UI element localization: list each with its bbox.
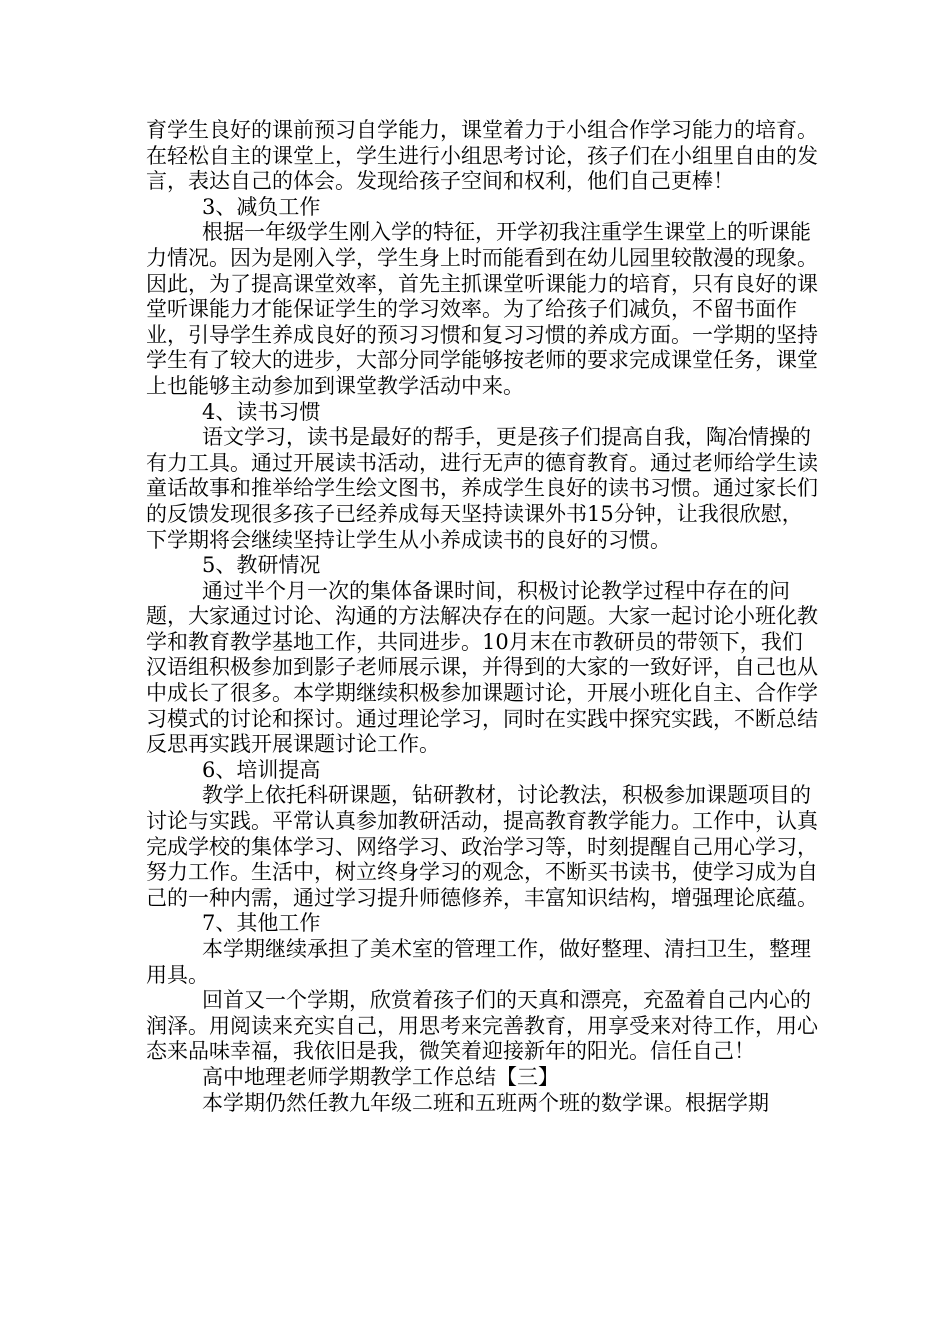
body-paragraph: 根据一年级学生刚入学的特征，开学初我注重学生课堂上的听课能力情况。因为是刚入学，学生身上时而能看到在幼儿园里较散漫的现象。因此，为了提高课堂效率，首先主抓课堂听课能力的培育，只有良好的课堂听课能力才能保证学生的学习效率。为了给孩子们减负，不留书面作业，引导学生养成良好的预习习惯和复习习惯的养成方面。一学期的坚持学生有了较大的进步，大部分同学能够按老师的要求完成课堂任务，课堂上也能够主动参加到课堂教学活动中来。: [146, 220, 818, 398]
section-heading: 5、教研情况: [202, 553, 321, 578]
document-page: [146, 118, 818, 1116]
section-heading: 7、其他工作: [202, 911, 321, 936]
body-paragraph: 本学期仍然任教九年级二班和五班两个班的数学课。根据学期: [202, 1090, 769, 1115]
section-heading: 4、读书习惯: [202, 399, 321, 424]
body-paragraph: 通过半个月一次的集体备课时间，积极讨论教学过程中存在的问题，大家通过讨论、沟通的方法解决存在的问题。大家一起讨论小班化教学和教育教学基地工作，共同进步。10月末在市教研员的带领下，我们汉语组积极参加到影子老师展示课，并得到的大家的一致好评，自己也从中成长了很多。本学期继续积极参加课题讨论，开展小班化自主、合作学习模式的讨论和探讨。通过理论学习，同时在实践中探究实践，不断总结反思再实践开展课题讨论工作。: [146, 578, 818, 757]
section-heading: 6、培训提高: [202, 757, 321, 782]
article-title: 高中地理老师学期教学工作总结【三】: [202, 1064, 559, 1089]
body-paragraph: 本学期继续承担了美术室的管理工作，做好整理、清扫卫生，整理用具。: [146, 937, 811, 987]
body-paragraph: 语文学习，读书是最好的帮手，更是孩子们提高自我，陶冶情操的有力工具。通过开展读书活动，进行无声的德育教育。通过老师给学生读童话故事和推举给学生绘文图书，养成学生良好的读书习惯。通过家长们的反馈发现很多孩子已经养成每天坚持读课外书15分钟，让我很欣慰，下学期将会继续坚持让学生从小养成读书的良好的习惯。: [146, 425, 818, 552]
body-paragraph: 教学上依托科研课题，钻研教材，讨论教法，积极参加课题项目的讨论与实践。平常认真参加教研活动，提高教育教学能力。工作中，认真完成学校的集体学习、网络学习、政治学习等，时刻提醒自己用心学习，努力工作。生活中，树立终身学习的观念，不断买书读书，使学习成为自己的一种内需，通过学习提升师德修养，丰富知识结构，增强理论底蕴。: [146, 783, 818, 910]
section-heading: 3、减负工作: [202, 194, 321, 219]
closing-paragraph: 回首又一个学期，欣赏着孩子们的天真和漂亮，充盈着自己内心的润泽。用阅读来充实自己，用思考来完善教育，用享受来对待工作，用心态来品味幸福，我依旧是我，微笑着迎接新年的阳光。信任自己！: [146, 988, 818, 1064]
body-paragraph: 育学生良好的课前预习自学能力，课堂着力于小组合作学习能力的培育。在轻松自主的课堂上，学生进行小组思考讨论，孩子们在小组里自由的发言，表达自己的体会。发现给孩子空间和权利，他们自己更棒！: [146, 118, 818, 194]
